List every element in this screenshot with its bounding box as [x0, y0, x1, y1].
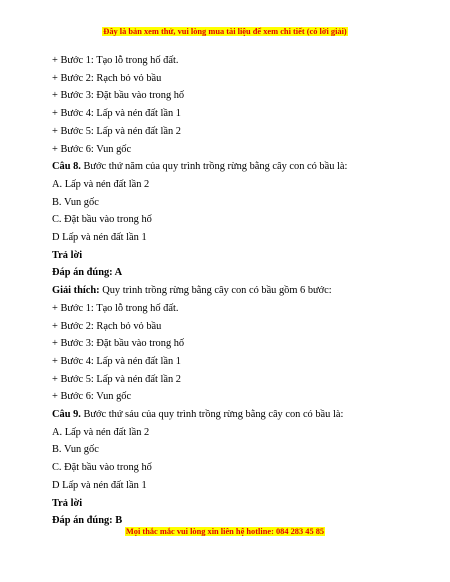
question-label: Câu 8.: [52, 161, 81, 173]
step-line: + Bước 5: Lấp và nén đất lần 2: [52, 125, 181, 137]
answer-heading: Trả lời: [52, 249, 83, 261]
step-line: + Bước 5: Lấp và nén đất lần 2: [52, 373, 181, 385]
question-text: Bước thứ sáu của quy trình trồng rừng bằng cây con có bầu là:: [80, 409, 344, 421]
preview-notice-banner: [0, 26, 450, 37]
explanation: [52, 282, 412, 300]
option-d: D Lấp và nén đất lần 1: [52, 232, 147, 244]
question-8: [52, 158, 412, 176]
explanation-text: Quy trình trồng rừng bằng cây con có bầu gồm 6 bước:: [99, 285, 332, 297]
step-line: + Bước 4: Lấp và nén đất lần 1: [52, 108, 181, 120]
question-9: [52, 406, 412, 424]
question-text: Bước thứ năm của quy trình trồng rừng bằng cây con có bầu là:: [80, 161, 348, 173]
answer-heading: Trả lời: [52, 497, 83, 509]
hotline-banner: [0, 526, 450, 537]
question-label: Câu 9.: [52, 409, 81, 421]
step-line: + Bước 3: Đặt bầu vào trong hố: [52, 338, 185, 350]
step-line: + Bước 6: Vun gốc: [52, 391, 132, 403]
step-line: + Bước 2: Rạch bỏ vỏ bầu: [52, 320, 162, 332]
document-body: [52, 52, 412, 530]
step-line: + Bước 6: Vun gốc: [52, 143, 132, 155]
preview-notice-text: Đây là bản xem thử, vui lòng mua tài liệu để xem chi tiết (có lời giải): [103, 27, 347, 36]
step-line: + Bước 4: Lấp và nén đất lần 1: [52, 355, 181, 367]
option-c: C. Đặt bầu vào trong hố: [52, 214, 152, 226]
step-line: + Bước 1: Tạo lỗ trong hố đất.: [52, 55, 179, 66]
step-line: + Bước 3: Đặt bầu vào trong hố: [52, 90, 185, 102]
option-a: A. Lấp và nén đất lần 2: [52, 178, 150, 190]
step-line: + Bước 1: Tạo lỗ trong hố đất.: [52, 302, 179, 314]
correct-answer: Đáp án đúng: A: [52, 267, 123, 279]
option-b: B. Vun gốc: [52, 196, 99, 208]
correct-answer: Đáp án đúng: B: [52, 515, 123, 527]
step-line: + Bước 2: Rạch bỏ vỏ bầu: [52, 72, 162, 84]
option-d: D Lấp và nén đất lần 1: [52, 479, 147, 491]
hotline-text: Mọi thắc mắc vui lòng xin liên hệ hotline: 084 283 45 85: [125, 527, 325, 536]
explanation-label: Giải thích:: [52, 285, 100, 297]
option-c: C. Đặt bầu vào trong hố: [52, 462, 152, 474]
option-b: B. Vun gốc: [52, 444, 99, 456]
option-a: A. Lấp và nén đất lần 2: [52, 426, 150, 438]
